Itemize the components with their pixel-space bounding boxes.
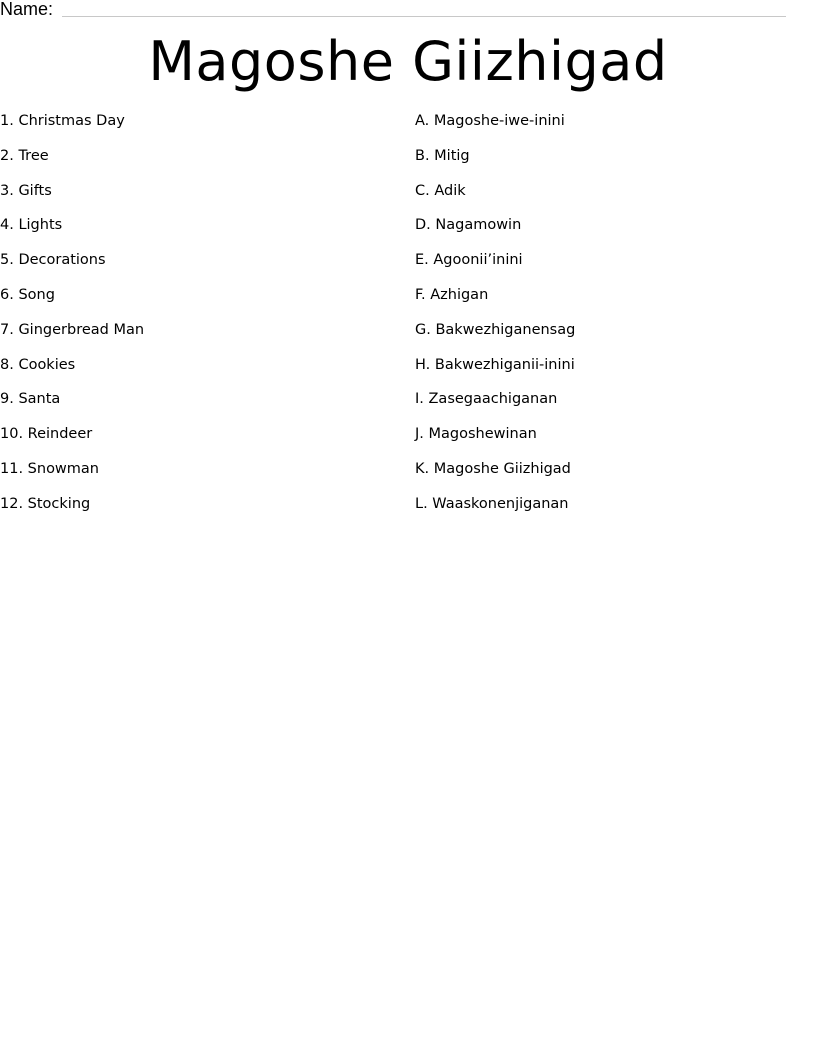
definition-item: A. Magoshe-iwe-inini	[415, 113, 565, 129]
term-item: 7. Gingerbread Man	[0, 321, 145, 338]
term-item: 10. Reindeer	[0, 426, 93, 443]
definition-item: H. Bakwezhiganii-inini	[415, 356, 575, 373]
term-item: 12. Stocking	[0, 495, 91, 512]
terms-list	[0, 110, 400, 528]
term-item: 5. Decorations	[0, 252, 106, 269]
definition-item: I. Zasegaachiganan	[415, 391, 558, 408]
term-item: 3. Gifts	[0, 182, 52, 199]
term-item: 1. Christmas Day	[0, 113, 125, 129]
definition-item: D. Nagamowin	[415, 217, 522, 234]
definition-item: L. Waaskonenjiganan	[415, 495, 569, 512]
definition-item: C. Adik	[415, 182, 466, 199]
definition-item: B. Mitig	[415, 147, 470, 164]
term-item: 4. Lights	[0, 217, 63, 234]
name-blank-line[interactable]	[62, 16, 786, 17]
term-item: 9. Santa	[0, 391, 61, 408]
definition-item: G. Bakwezhiganensag	[415, 321, 576, 338]
term-item: 2. Tree	[0, 147, 49, 164]
name-label: Name:	[0, 0, 54, 19]
definitions-list	[415, 110, 815, 528]
term-item: 6. Song	[0, 286, 55, 303]
definition-item: J. Magoshewinan	[415, 426, 537, 443]
name-field-row	[0, 0, 786, 20]
definition-item: F. Azhigan	[415, 286, 489, 303]
definition-item: K. Magoshe Giizhigad	[415, 460, 571, 477]
worksheet-title: Magoshe Giizhigad	[148, 30, 668, 93]
definition-item: E. Agoonii’inini	[415, 252, 523, 269]
term-item: 8. Cookies	[0, 356, 76, 373]
term-item: 11. Snowman	[0, 460, 99, 477]
